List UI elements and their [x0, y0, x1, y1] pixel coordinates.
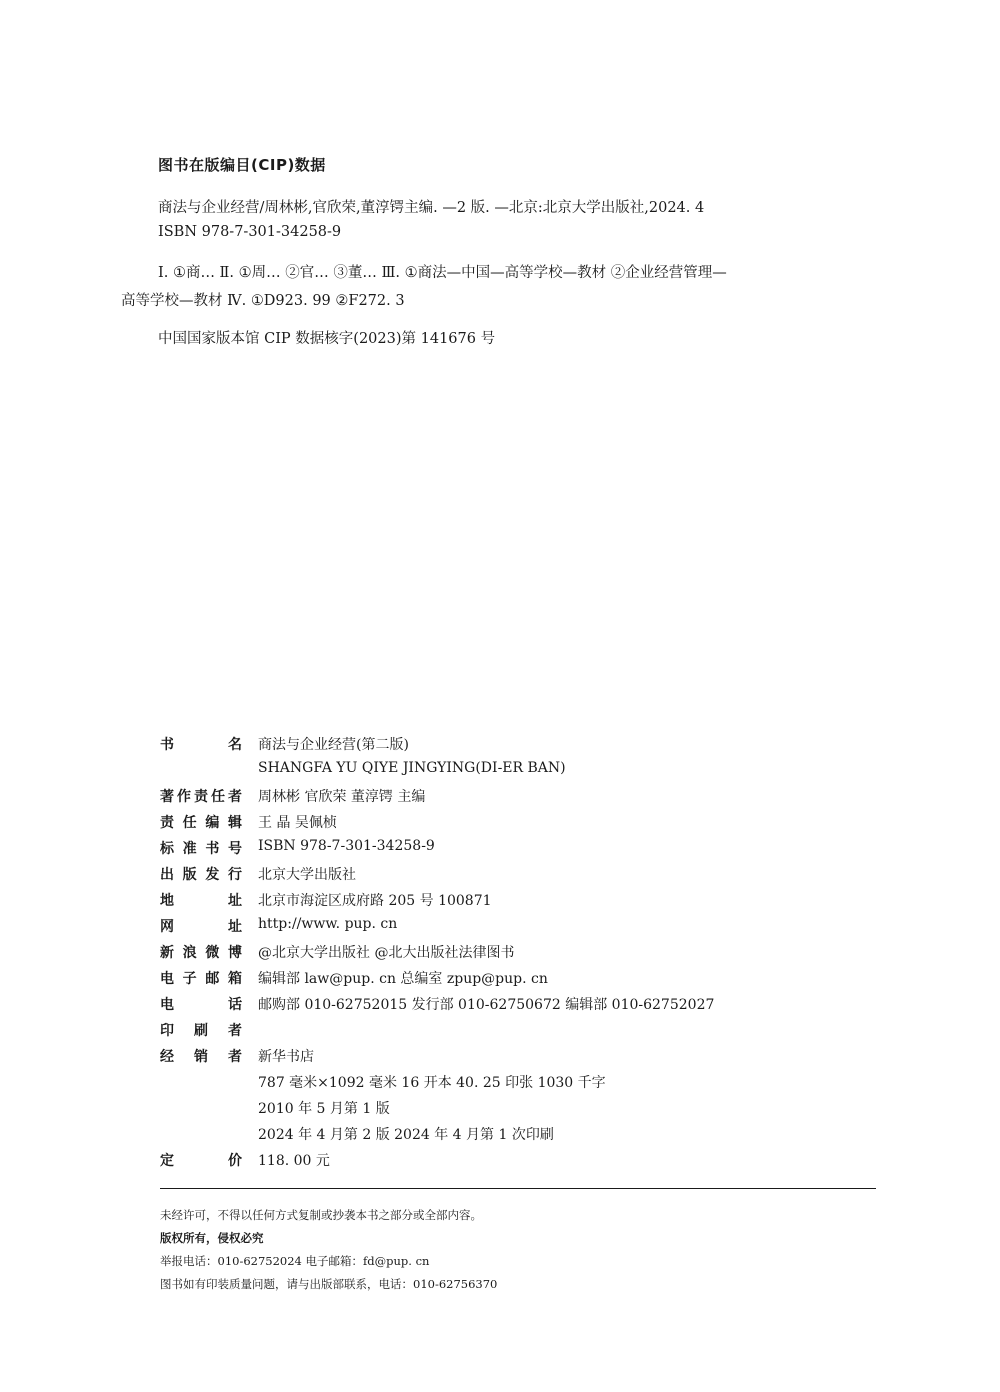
- rights-reserved: 版权所有，侵权必究: [160, 1231, 264, 1245]
- info-value: SHANGFA YU QIYE JINGYING(DI-ER BAN): [258, 760, 566, 776]
- info-value: 王 晶 吴佩桢: [258, 815, 337, 831]
- info-value: 118. 00 元: [258, 1153, 330, 1169]
- footer-divider: [160, 1188, 876, 1189]
- cip-subject-line-2: 高等学校—教材 Ⅳ. ①D923. 99 ②F272. 3: [121, 293, 405, 309]
- info-label: 定价: [160, 1153, 242, 1169]
- info-label: 著作责任者: [160, 789, 242, 805]
- cip-subject-line-1: Ⅰ. ①商… Ⅱ. ①周… ②官… ③董… Ⅲ. ①商法—中国—高等学校—教材 ②企业经营管理—: [158, 265, 727, 281]
- info-value: 北京大学出版社: [258, 867, 356, 883]
- info-value: 邮购部 010-62752015 发行部 010-62750672 编辑部 010-62752027: [258, 997, 715, 1013]
- info-value: @北京大学出版社 @北大出版社法律图书: [258, 945, 515, 961]
- info-label: 出版发行: [160, 867, 242, 883]
- info-label: 责任编辑: [160, 815, 242, 831]
- cip-verification-line: 中国国家版本馆 CIP 数据核字(2023)第 141676 号: [158, 331, 496, 347]
- cip-title-line: 商法与企业经营/周林彬,官欣荣,董淳锷主编. —2 版. —北京:北京大学出版社,2024. 4: [158, 200, 705, 216]
- info-label: 网址: [160, 919, 242, 935]
- cip-isbn-line: ISBN 978-7-301-34258-9: [158, 224, 342, 240]
- info-value: 787 毫米×1092 毫米 16 开本 40. 25 印张 1030 千字: [258, 1075, 606, 1091]
- info-label: 书名: [160, 737, 242, 753]
- info-label: 新浪微博: [160, 945, 242, 961]
- info-value: 2024 年 4 月第 2 版 2024 年 4 月第 1 次印刷: [258, 1127, 554, 1143]
- info-value: 周林彬 官欣荣 董淳锷 主编: [258, 789, 426, 805]
- info-label: 标准书号: [160, 841, 242, 857]
- report-contact: 举报电话：010-62752024 电子邮箱：fd@pup. cn: [160, 1254, 430, 1268]
- info-value: 北京市海淀区成府路 205 号 100871: [258, 893, 492, 909]
- info-value: 2010 年 5 月第 1 版: [258, 1101, 390, 1117]
- info-label: 电话: [160, 997, 242, 1013]
- cip-heading: 图书在版编目(CIP)数据: [158, 156, 326, 174]
- info-value: http://www. pup. cn: [258, 916, 398, 932]
- info-value: 商法与企业经营(第二版): [258, 737, 409, 753]
- info-value: 新华书店: [258, 1049, 314, 1065]
- info-label: 经销者: [160, 1049, 242, 1065]
- info-value: ISBN 978-7-301-34258-9: [258, 838, 435, 854]
- info-label: 地址: [160, 893, 242, 909]
- info-value: 编辑部 law@pup. cn 总编室 zpup@pup. cn: [258, 971, 548, 987]
- info-label: 印刷者: [160, 1023, 242, 1039]
- copyright-notice: 未经许可，不得以任何方式复制或抄袭本书之部分或全部内容。: [160, 1208, 482, 1222]
- quality-contact: 图书如有印装质量问题，请与出版部联系，电话：010-62756370: [160, 1277, 498, 1291]
- info-label: 电子邮箱: [160, 971, 242, 987]
